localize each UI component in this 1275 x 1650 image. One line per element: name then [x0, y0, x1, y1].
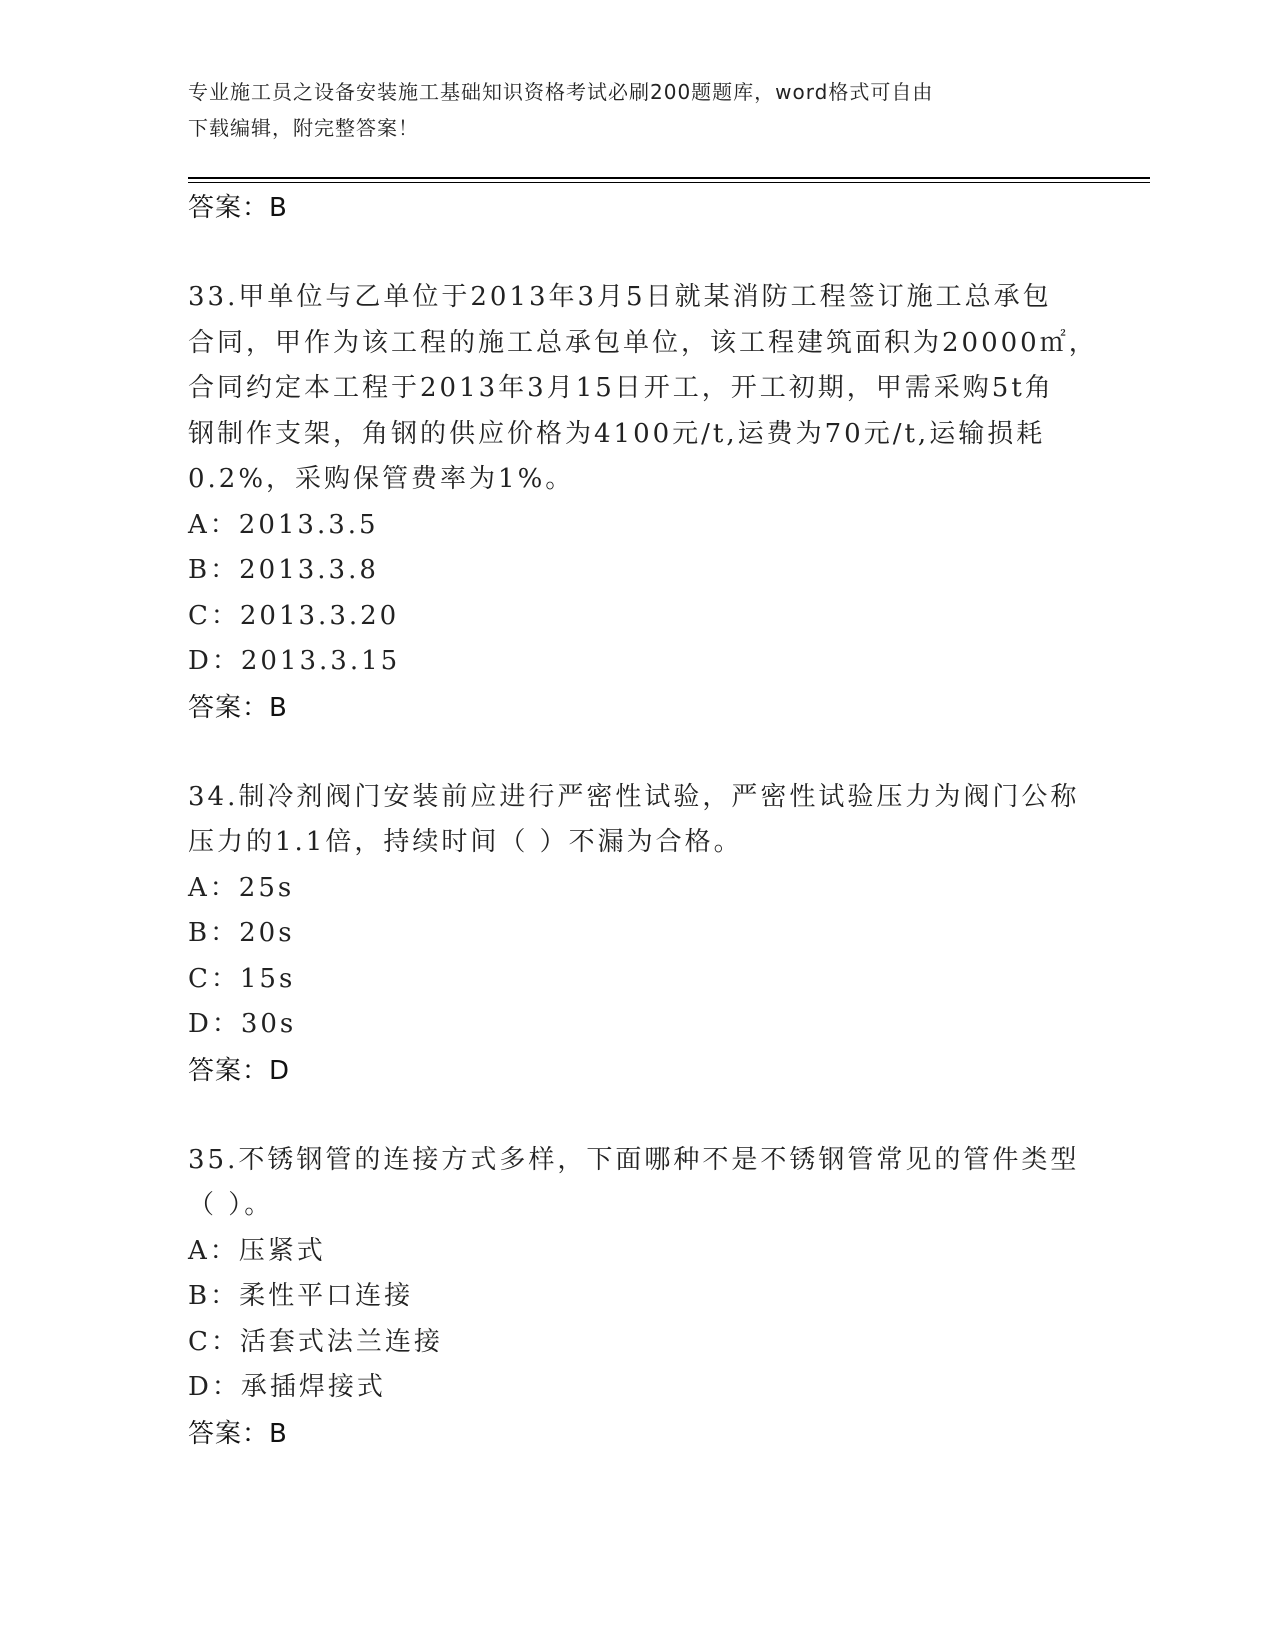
- option-c: C：15s: [188, 963, 296, 994]
- option-b: B：20s: [188, 918, 295, 948]
- option-c: C：2013.3.20: [188, 600, 400, 631]
- previous-answer: 答案：B: [188, 193, 288, 223]
- header-rule-thin: [188, 182, 1150, 183]
- question-stem-line: 钢制作支架，角钢的供应价格为4100元/t,运费为70元/t,运输损耗: [188, 418, 1046, 449]
- question-stem-line: 压力的1.1倍，持续时间（ ）不漏为合格。: [188, 827, 743, 857]
- question-33: [188, 275, 1098, 731]
- question-stem-line: 0.2%，采购保管费率为1%。: [188, 464, 575, 494]
- option-c: C：活套式法兰连接: [188, 1326, 443, 1357]
- option-d: D：30s: [188, 1009, 297, 1039]
- option-d: D：承插焊接式: [188, 1372, 386, 1402]
- option-b: B：2013.3.8: [188, 555, 379, 585]
- option-a: A：2013.3.5: [188, 509, 379, 540]
- question-34: [188, 775, 1088, 1094]
- spacer: [188, 731, 1088, 775]
- option-b: B：柔性平口连接: [188, 1281, 414, 1311]
- header-rule-thick: [188, 177, 1150, 179]
- header-line-2: 下载编辑，附完整答案！: [188, 116, 419, 140]
- answer-line: 答案：D: [188, 1055, 291, 1086]
- question-list: [188, 185, 1098, 1457]
- question-stem-line: （ ）。: [188, 1190, 274, 1220]
- question-stem-line: 33.甲单位与乙单位于2013年3月5日就某消防工程签订施工总承包: [188, 282, 1052, 312]
- question-stem-line: 合同约定本工程于2013年3月15日开工，开工初期，甲需采购5t角: [188, 373, 1054, 403]
- option-a: A：压紧式: [188, 1235, 326, 1266]
- header-line-1: 专业施工员之设备安装施工基础知识资格考试必刷200题题库，word格式可自由: [188, 80, 934, 104]
- page-header: [188, 74, 1068, 146]
- option-d: D：2013.3.15: [188, 646, 401, 676]
- question-stem-line: 34.制冷剂阀门安装前应进行严密性试验，严密性试验压力为阀门公称: [188, 781, 1080, 812]
- question-stem-line: 合同，甲作为该工程的施工总承包单位，该工程建筑面积为20000㎡，: [188, 327, 1098, 358]
- spacer: [188, 1094, 1088, 1138]
- spacer: [188, 231, 1088, 275]
- answer-line: 答案：B: [188, 692, 288, 723]
- option-a: A：25s: [188, 872, 295, 903]
- answer-line: 答案：B: [188, 1418, 288, 1449]
- question-stem-line: 35.不锈钢管的连接方式多样，下面哪种不是不锈钢管常见的管件类型: [188, 1144, 1080, 1175]
- question-35: [188, 1138, 1088, 1457]
